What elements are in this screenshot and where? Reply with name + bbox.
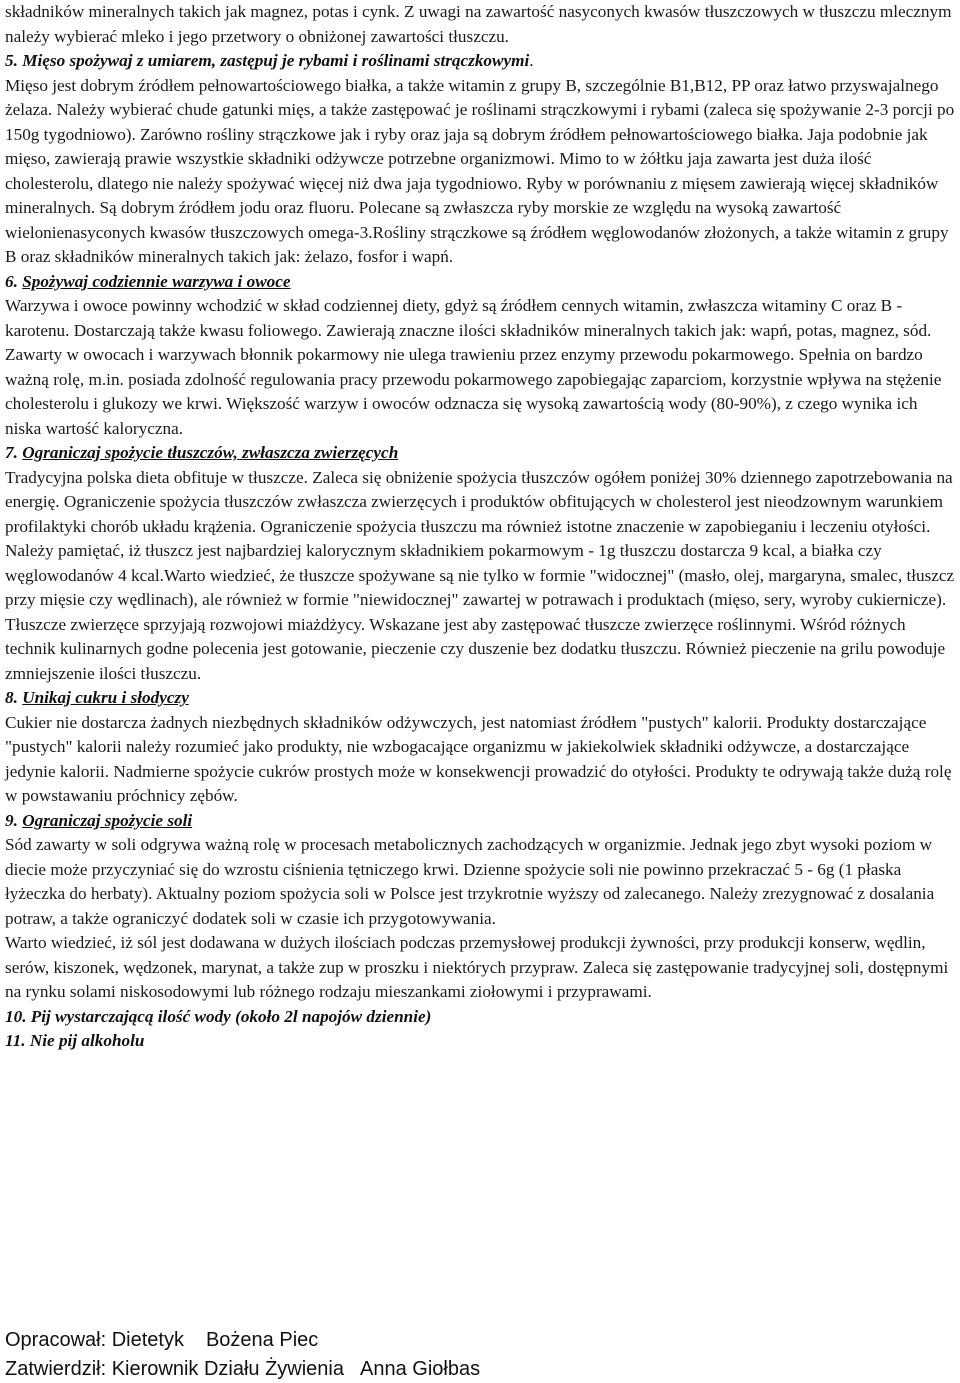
signature-prepared <box>5 1326 955 1354</box>
signature-approved <box>5 1355 955 1383</box>
section-8-number: 8. <box>5 688 18 707</box>
section-6-number: 6. <box>5 271 18 291</box>
section-8-heading <box>5 686 955 711</box>
prepared-label: Opracował: Dietetyk <box>5 1329 184 1351</box>
section-5-title: Mięso spożywaj z umiarem, zastępuj je rybami i roślinami strączkowymi <box>22 51 530 70</box>
section-5-trail: . <box>529 51 534 70</box>
approved-label: Zatwierdził: Kierownik Działu Żywienia <box>5 1358 344 1380</box>
section-7-number: 7. <box>5 443 18 462</box>
paragraph-intro: składników mineralnych takich jak magnez, potas i cynk. Z uwagi na zawartość nasyconych kwasów tłuszczowych w tłuszczu mlecznym należy wybierać mleko i jego przetwory o obniżonej zawartości tłuszczu. <box>5 2 952 46</box>
section-9-body: Sód zawarty w soli odgrywa ważną rolę w procesach metabolicznych zachodzących w organizmie. Jednak jego zbyt wysoki poziom w diecie może przyczyniać się do wzrostu ciśnienia tętniczego krwi. Dzienne spożycie soli nie powinno przekraczać 5 - 6g (1 płaska łyżeczka do herbaty). Aktualny poziom spożycia soli w Polsce jest trzykrotnie wyższy od zalecanego. Należy zrezygnować z dosalania potraw, a także ograniczyć dodatek soli w czasie ich przygotowywania. <box>5 835 935 928</box>
section-9-number: 9. <box>5 810 18 830</box>
section-7-body: Tradycyjna polska dieta obfituje w tłuszcze. Zaleca się obniżenie spożycia tłuszczów ogółem poniżej 30% dziennego zapotrzebowania na energię. Ograniczenie spożycia tłuszczów zwłaszcza zwierzęcych i produktów obfitujących w cholesterol jest nieodzownym warunkiem profilaktyki chorób układu krążenia. Ograniczenie spożycia tłuszczu ma również istotne znaczenie w zapobieganiu i leczeniu otyłości. Należy pamiętać, iż tłuszcz jest najbardziej kalorycznym składnikiem pokarmowym - 1g tłuszczu dostarcza 9 kcal, a białka czy węglowodanów 4 kcal.Warto wiedzieć, że tłuszcze spożywane są nie tylko w formie "widocznej" (masło, olej, margaryna, smalec, tłuszcz przy mięsie czy wędlinach), ale również w formie "niewidocznej" zawartej w potrawach i produktach (mięso, sery, wyroby cukiernicze). Tłuszcze zwierzęce sprzyjają rozwojowi miażdżycy. Wskazane jest aby zastępować tłuszcze zwierzęce roślinnymi. Wśród różnych technik kulinarnych godne polecenia jest gotowanie, pieczenie czy duszenie bez dodatku tłuszczu. Również pieczenie na grilu powoduje zmniejszenie ilości tłuszczu. <box>5 467 955 683</box>
section-8-body: Cukier nie dostarcza żadnych niezbędnych składników odżywczych, jest natomiast źródłem "pustych" kalorii. Produkty dostarczające "pustych" kalorii należy rozumieć jako produkty, nie wzbogacające organizmu w jakiekolwiek składniki odżywcze, a dostarczające jedynie kalorii. Nadmierne spożycie cukrów prostych może w konsekwencji prowadzić do otyłości. Produkty te odrywają także dużą rolę w powstawaniu próchnicy zębów. <box>5 712 952 805</box>
section-7-heading <box>5 441 955 466</box>
section-9-heading <box>5 809 955 834</box>
section-6-heading <box>5 270 955 295</box>
section-11-heading: 11. Nie pij alkoholu <box>5 1031 145 1050</box>
section-10-heading: 10. Pij wystarczającą ilość wody (około 2l napojów dziennie) <box>5 1006 432 1026</box>
prepared-name: Bożena Piec <box>205 1329 319 1351</box>
section-8-title: Unikaj cukru i słodyczy <box>22 688 189 707</box>
section-5-body: Mięso jest dobrym źródłem pełnowartościowego białka, a także witamin z grupy B, szczególnie B1,B12, PP oraz łatwo przyswajalnego żelaza. Należy wybierać chude gatunki mięs, a także zastępować je roślinami strączkowymi i rybami (zaleca się spożywanie 2-3 porcji po 150g tygodniowo). Zarówno rośliny strączkowe jak i ryby oraz jaja są dobrym źródłem pełnowartościowego białka. Jaja podobnie jak mięso, zawierają prawie wszystkie składniki odżywcze potrzebne organizmowi. Mimo to w żółtku jaja zawarta jest duża ilość cholesterolu, dlatego nie należy spożywać więcej niż dwa jaja tygodniowo. Ryby w porównaniu z mięsem zawierają więcej składników mineralnych. Są dobrym źródłem jodu oraz fluoru. Polecane są zwłaszcza ryby morskie ze względu na wysoką zawartość wielonienasyconych kwasów tłuszczowych omega-3.Rośliny strączkowe są źródłem węglowodanów złożonych, a także witamin z grupy B oraz składników mineralnych takich jak: żelazo, fosfor i wapń. <box>5 75 955 266</box>
section-6-body: Warzywa i owoce powinny wchodzić w skład codziennej diety, gdyż są źródłem cennych witamin, zwłaszcza witaminy C oraz B - karotenu. Dostarczają także kwasu foliowego. Zawierają znaczne ilości składników mineralnych takich jak: wapń, potas, magnez, sód. Zawarty w owocach i warzywach błonnik pokarmowy nie ulega trawieniu przez enzymy przewodu pokarmowego. Spełnia on bardzo ważną rolę, m.in. posiada zdolność regulowania pracy przewodu pokarmowego zapobiegając zaparciom, korzystnie wpływa na stężenie cholesterolu i glukozy we krwi. Większość warzyw i owoców odznacza się wysoką zawartością wody (80-90%), z czego wynika ich niska wartość kaloryczna. <box>5 296 942 438</box>
section-7-title: Ograniczaj spożycie tłuszczów, zwłaszcza zwierzęcych <box>22 443 399 462</box>
approved-name: Anna Giołbas <box>360 1358 481 1380</box>
section-5-heading <box>5 49 955 74</box>
section-9-body-2: Warto wiedzieć, iż sól jest dodawana w dużych ilościach podczas przemysłowej produkcji żywności, przy produkcji konserw, wędlin, serów, kiszonek, wędzonek, marynat, a także zup w proszku i niektórych przypraw. Zaleca się zastępowanie tradycyjnej soli, dostępnymi na rynku solami niskosodowymi lub różnego rodzaju mieszankami ziołowymi i przyprawami. <box>5 933 949 1001</box>
section-5-number: 5. <box>5 51 18 70</box>
document-body <box>5 0 955 1054</box>
section-9-title: Ograniczaj spożycie soli <box>22 810 193 830</box>
section-6-title: Spożywaj codziennie warzywa i owoce <box>22 271 291 291</box>
